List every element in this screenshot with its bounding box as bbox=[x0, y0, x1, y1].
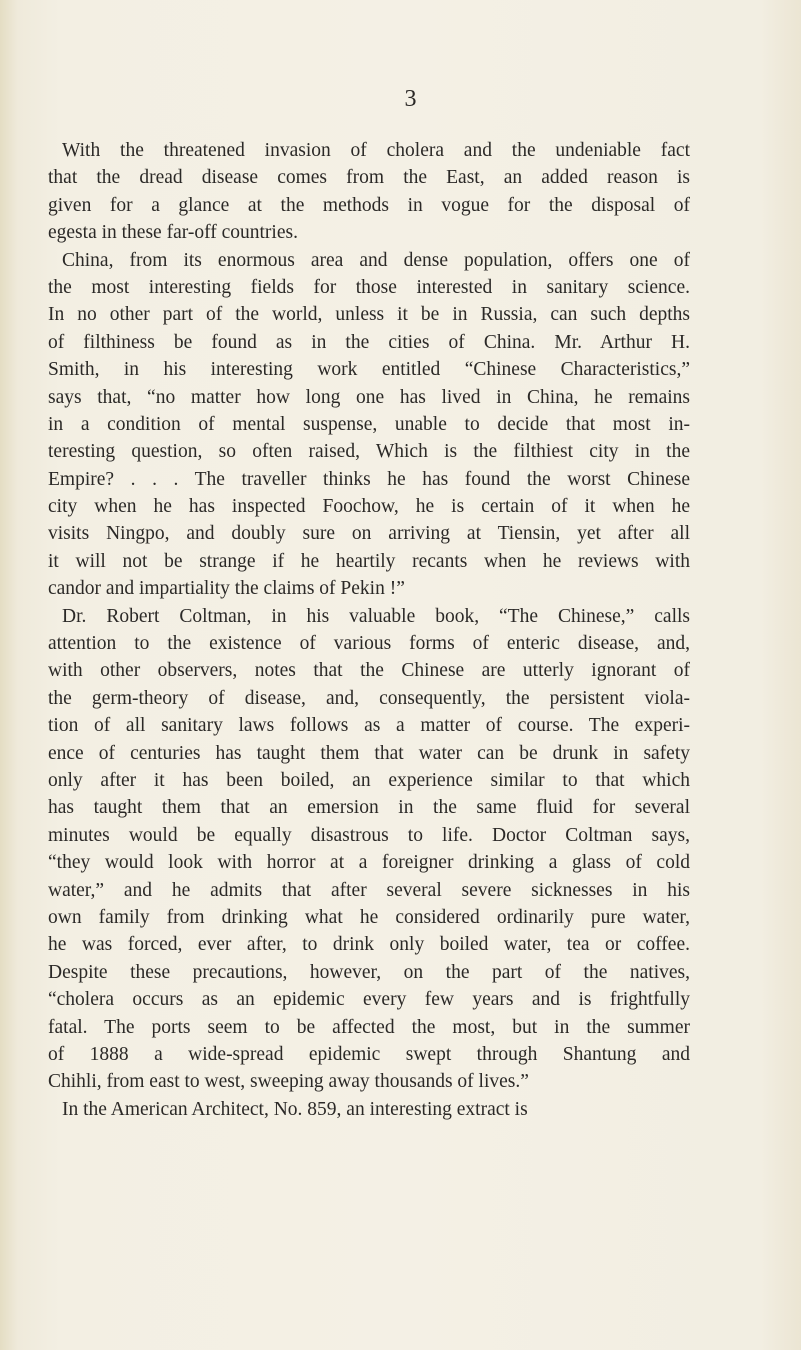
text-line: Despite these precautions, however, on the part of the natives, bbox=[48, 961, 690, 983]
text-line: given for a glance at the methods in vogue for the disposal of bbox=[48, 194, 690, 216]
text-line: teresting question, so often raised, Which is the filthiest city in the bbox=[48, 441, 690, 463]
text-line: of filthiness be found as in the cities of China. Mr. Arthur H. bbox=[48, 331, 690, 353]
text-line: in a condition of mental suspense, unable to decide that most in- bbox=[48, 413, 690, 435]
text-line: only after it has been boiled, an experience similar to that which bbox=[48, 769, 690, 791]
body-text bbox=[48, 137, 690, 1123]
text-line: of 1888 a wide-spread epidemic swept through Shantung and bbox=[48, 1043, 690, 1065]
text-line: “cholera occurs as an epidemic every few years and is frightfully bbox=[48, 989, 690, 1011]
text-line: ence of centuries has taught them that water can be drunk in safety bbox=[48, 742, 690, 764]
text-line: minutes would be equally disastrous to life. Doctor Coltman says, bbox=[48, 824, 690, 846]
text-line: with other observers, notes that the Chinese are utterly ignorant of bbox=[48, 660, 690, 682]
text-line: attention to the existence of various forms of enteric disease, and, bbox=[48, 633, 690, 655]
text-line: In no other part of the world, unless it be in Russia, can such depths bbox=[48, 304, 690, 326]
page-number-text: 3 bbox=[404, 86, 417, 112]
text-line: that the dread disease comes from the East, an added reason is bbox=[48, 167, 690, 189]
text-line: visits Ningpo, and doubly sure on arriving at Tiensin, yet after all bbox=[48, 523, 690, 545]
text-line: egesta in these far-off countries. bbox=[48, 222, 298, 244]
text-line: he was forced, ever after, to drink only boiled water, tea or coffee. bbox=[48, 934, 690, 956]
text-line: Chihli, from east to west, sweeping away thousands of lives.” bbox=[48, 1071, 529, 1093]
text-line: In the American Architect, No. 859, an interesting extract is bbox=[62, 1098, 528, 1120]
text-line: Smith, in his interesting work entitled “Chinese Characteristics,” bbox=[48, 359, 690, 381]
text-line: has taught them that an emersion in the same fluid for several bbox=[48, 797, 690, 819]
text-line: says that, “no matter how long one has lived in China, he remains bbox=[48, 386, 690, 408]
text-line: With the threatened invasion of cholera and the undeniable fact bbox=[62, 140, 690, 161]
text-line: Dr. Robert Coltman, in his valuable book, “The Chinese,” calls bbox=[62, 605, 690, 627]
text-line: water,” and he admits that after several severe sicknesses in his bbox=[48, 879, 690, 901]
text-line: the germ-theory of disease, and, consequently, the persistent viola- bbox=[48, 687, 690, 709]
text-line: fatal. The ports seem to be affected the most, but in the summer bbox=[48, 1016, 690, 1038]
text-line: own family from drinking what he considered ordinarily pure water, bbox=[48, 906, 690, 928]
text-line: it will not be strange if he heartily recants when he reviews with bbox=[48, 550, 690, 572]
text-line: “they would look with horror at a foreigner drinking a glass of cold bbox=[48, 852, 690, 874]
text-line: candor and impartiality the claims of Pekin !” bbox=[48, 578, 405, 600]
page-number bbox=[0, 86, 801, 113]
text-line: city when he has inspected Foochow, he is certain of it when he bbox=[48, 496, 690, 518]
text-line: Empire? . . . The traveller thinks he has found the worst Chinese bbox=[48, 468, 690, 490]
text-line: tion of all sanitary laws follows as a matter of course. The experi- bbox=[48, 715, 690, 737]
text-line: China, from its enormous area and dense population, offers one of bbox=[62, 249, 690, 271]
text-line: the most interesting fields for those interested in sanitary science. bbox=[48, 276, 690, 298]
